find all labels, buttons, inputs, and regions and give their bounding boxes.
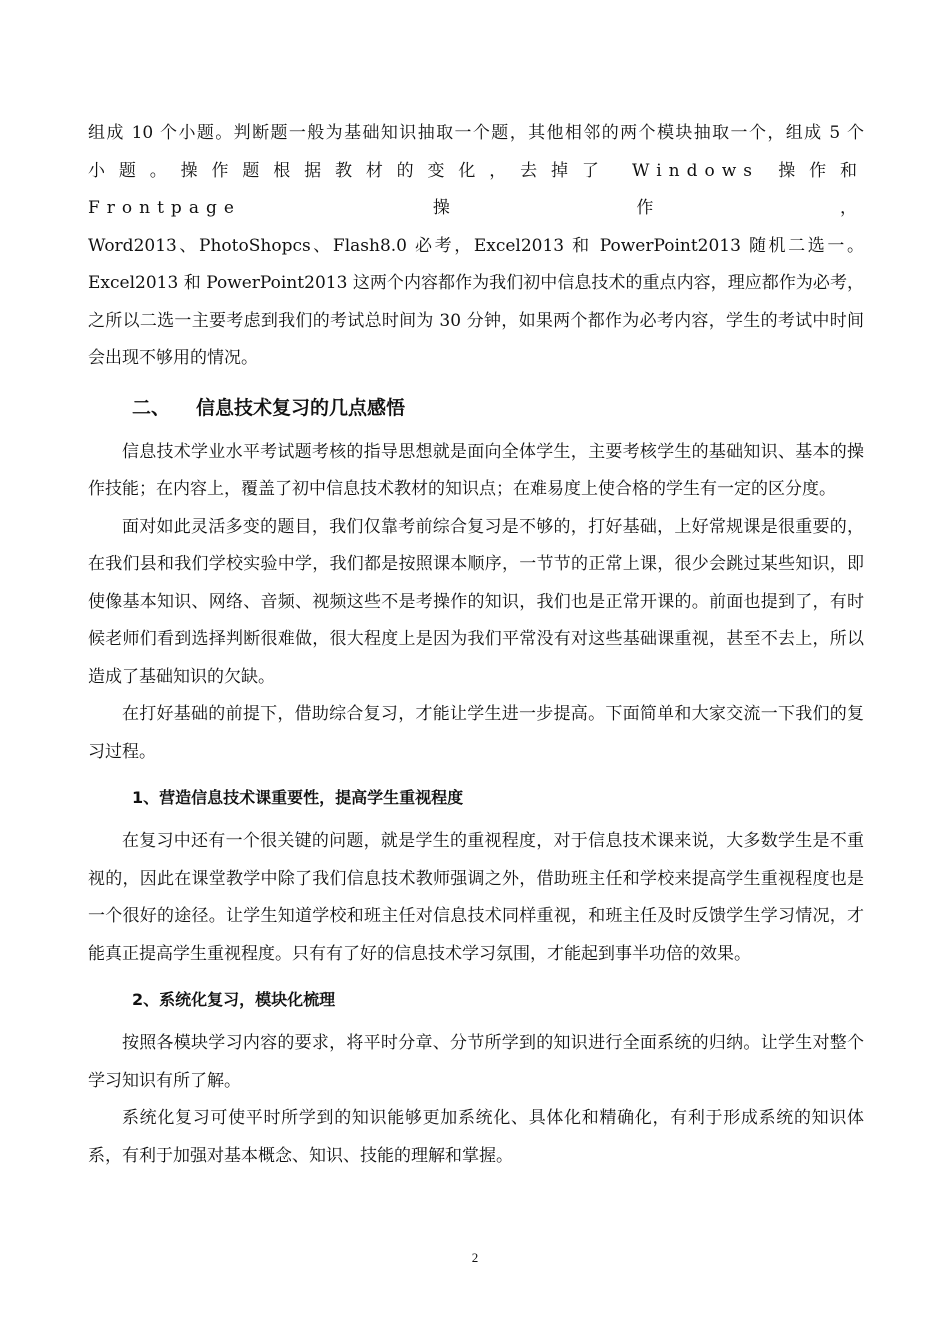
paragraph: 信息技术学业水平考试题考核的指导思想就是面向全体学生，主要考核学生的基础知识、基本的操作技能；在内容上，覆盖了初中信息技术教材的知识点；在难易度上使合格的学生有一定的区分度。 — [88, 441, 864, 499]
paragraph: 在复习中还有一个很关键的问题，就是学生的重视程度，对于信息技术课来说，大多数学生是不重视的，因此在课堂教学中除了我们信息技术教师强调之外，借助班主任和学校来提高学生重视程度也是一个很好的途径。让学生知道学校和班主任对信息技术同样重视，和班主任及时反馈学生学习情况，才能真正提高学生重视程度。只有有了好的信息技术学习氛围，才能起到事半功倍的效果。 — [88, 831, 864, 964]
intro-paragraph-rest: Word2013、PhotoShopcs、Flash8.0 必考，Excel2013 和 PowerPoint2013 随机二选一。Excel2013 和 PowerPoint2013 这两个内容都作为我们初中信息技术的重点内容，理应都作为必考，之所以二选一主要考虑到我们的考试总时间为 30 分钟，如果两个都作为必考内容，学生的考试中时间会出现不够用的情况。 — [88, 235, 864, 368]
page-number: 2 — [471, 1250, 479, 1265]
intro-line-1: 组成 10 个小题。判断题一般为基础知识抽取一个题，其他相邻的两个模块抽取一个，组成 5 个 — [88, 123, 864, 143]
document-page — [88, 115, 864, 1175]
paragraph: 面对如此灵活多变的题目，我们仅靠考前综合复习是不够的，打好基础，上好常规课是很重要的，在我们县和我们学校实验中学，我们都是按照课本顺序，一节节的正常上课，很少会跳过某些知识，即使像基本知识、网络、音频、视频这些不是考操作的知识，我们也是正常开课的。前面也提到了，有时候老师们看到选择判断很难做，很大程度上是因为我们平常没有对这些基础课重视，甚至不去上，所以造成了基础知识的欠缺。 — [88, 516, 864, 687]
section-number: 二、 — [132, 396, 171, 419]
paragraph: 在打好基础的前提下，借助综合复习，才能让学生进一步提高。下面简单和大家交流一下我们的复习过程。 — [88, 704, 864, 762]
intro-line-2: 小题。操作题根据教材的变化，去掉了 Windows 操作和 Frontpage 操作， — [88, 160, 864, 218]
subsection-heading-1: 1、营造信息技术课重要性，提高学生重视程度 — [132, 788, 464, 807]
paragraph: 系统化复习可使平时所学到的知识能够更加系统化、具体化和精确化，有利于形成系统的知识体系，有利于加强对基本概念、知识、技能的理解和掌握。 — [88, 1108, 864, 1166]
paragraph: 按照各模块学习内容的要求，将平时分章、分节所学到的知识进行全面系统的归纳。让学生对整个学习知识有所了解。 — [88, 1033, 864, 1091]
section-title: 信息技术复习的几点感悟 — [196, 396, 406, 419]
subsection-heading-2: 2、系统化复习，模块化梳理 — [132, 990, 336, 1009]
section-heading — [132, 394, 864, 422]
